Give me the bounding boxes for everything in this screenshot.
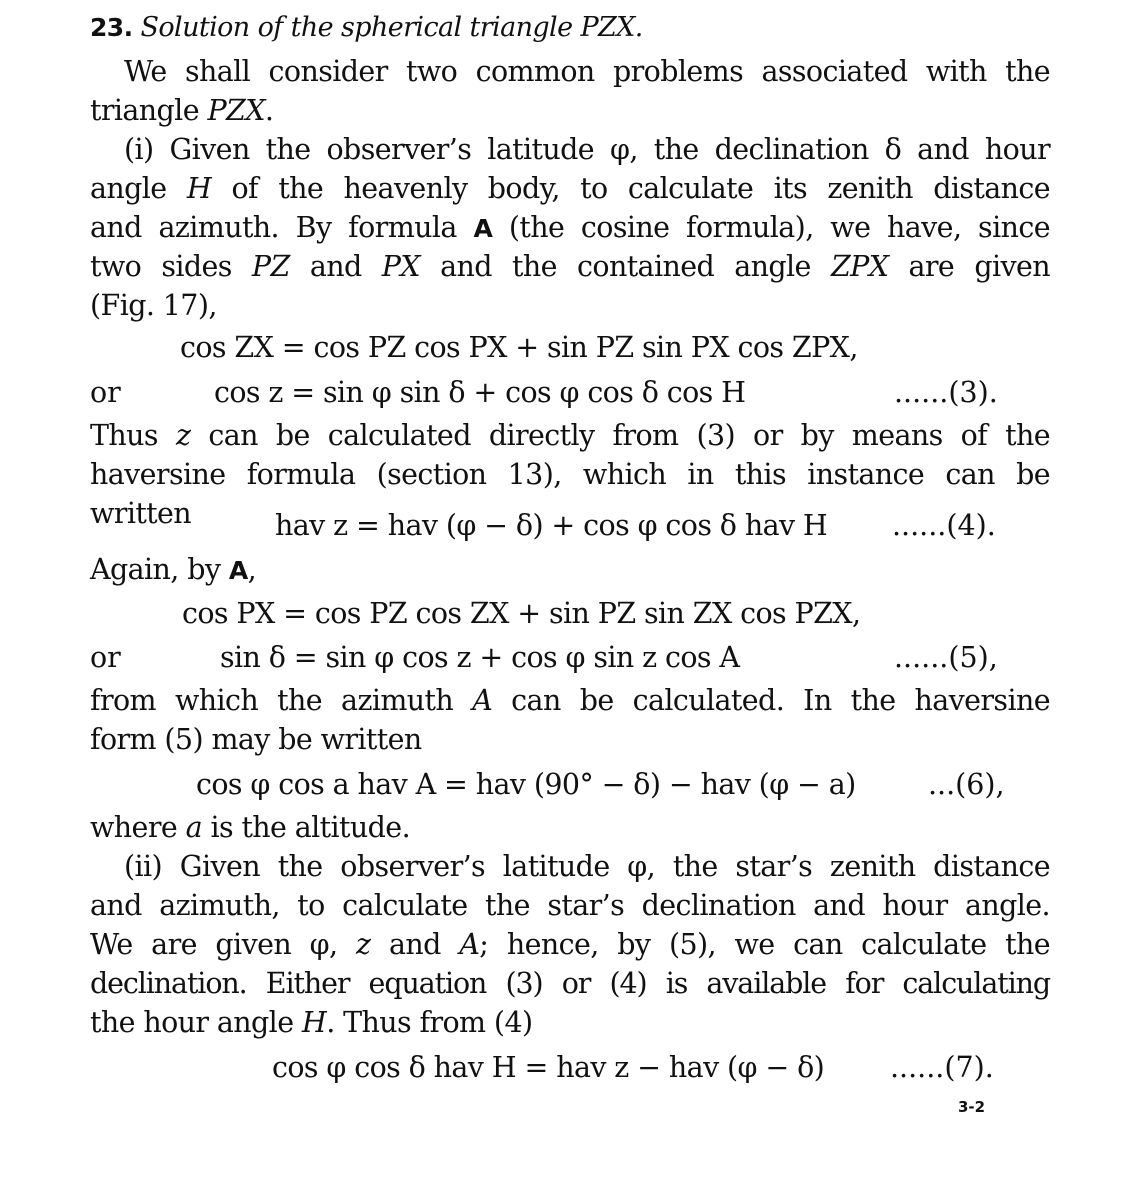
paragraph-line <box>90 208 1050 249</box>
text: can be calculated. In the haversine <box>492 684 1050 717</box>
equation-6: cos φ cos a hav A = hav (90° − δ) − hav (φ − a) <box>196 768 856 801</box>
paragraph-line <box>90 925 1050 965</box>
paragraph-line <box>124 130 1050 170</box>
formula-ref: A <box>228 556 248 585</box>
text: and <box>370 928 460 961</box>
paragraph-line <box>90 720 1050 760</box>
text: . <box>264 94 274 127</box>
paragraph-line <box>90 808 1050 848</box>
text: declination. Either equation (3) or (4) is available for calculating <box>90 967 1050 1000</box>
or-label: or <box>90 641 121 674</box>
text: (the cosine formula), we have, since <box>492 211 1050 244</box>
paragraph-line <box>90 1003 1050 1043</box>
equation-number-6: ...(6), <box>928 768 1005 801</box>
equation-cosine-rule-1: cos ZX = cos PZ cos PX + sin PZ sin PX cos ZPX, <box>180 331 858 364</box>
text: and the contained angle <box>420 250 831 283</box>
text: (i) Given the observer’s latitude φ, the declination δ and hour <box>124 133 1050 166</box>
equation-number-4: ......(4). <box>892 509 996 542</box>
equation-number-7: ......(7). <box>890 1051 994 1084</box>
math-var: PZX <box>207 94 265 127</box>
equation-3: cos z = sin φ sin δ + cos φ cos δ cos H <box>214 376 746 409</box>
math-var: PX <box>381 250 421 283</box>
text: the hour angle <box>90 1006 302 1039</box>
paragraph-line <box>90 247 1050 287</box>
text: (ii) Given the observer’s latitude φ, the star’s zenith distance <box>124 850 1050 883</box>
math-var: a <box>185 811 202 844</box>
math-var: ZPX <box>830 250 889 283</box>
math-var: z <box>356 928 371 961</box>
paragraph-line <box>124 52 1050 92</box>
equation-7: cos φ cos δ hav H = hav z − hav (φ − δ) <box>272 1051 825 1084</box>
paragraph-line <box>90 286 1050 326</box>
formula-ref: A <box>473 214 493 243</box>
text: triangle <box>90 94 208 127</box>
text: can be calculated directly from (3) or by means of the <box>190 419 1051 452</box>
text: form (5) may be written <box>90 723 422 756</box>
paragraph-line <box>90 550 1050 591</box>
equation-5: sin δ = sin φ cos z + cos φ sin z cos A <box>220 641 740 674</box>
text: written <box>90 497 192 530</box>
text: are given <box>888 250 1050 283</box>
text: We are given φ, <box>90 928 356 961</box>
section-title: Solution of the spherical triangle PZX. <box>140 12 643 43</box>
paragraph-line <box>90 886 1050 926</box>
paragraph-line <box>124 847 1050 887</box>
text: where <box>90 811 186 844</box>
paragraph-line <box>90 681 1050 721</box>
text: Thus <box>90 419 176 452</box>
paragraph-line <box>90 964 1050 1004</box>
equation-number-5: ......(5), <box>894 641 998 674</box>
paragraph-line <box>90 91 1050 131</box>
text: haversine formula (section 13), which in this instance can be <box>90 458 1050 491</box>
math-var: A <box>459 928 480 961</box>
text: from which the azimuth <box>90 684 473 717</box>
signature-mark: 3-2 <box>958 1098 986 1116</box>
equation-4: hav z = hav (φ − δ) + cos φ cos δ hav H <box>275 509 828 542</box>
text: We shall consider two common problems associated with the <box>124 55 1050 88</box>
equation-number-3: ......(3). <box>894 376 998 409</box>
text: (Fig. 17), <box>90 289 217 322</box>
math-var: H <box>186 172 212 205</box>
text: ; hence, by (5), we can calculate the <box>479 928 1050 961</box>
text: , <box>247 553 257 586</box>
math-var: A <box>472 684 493 717</box>
paragraph-line <box>90 416 1050 456</box>
text: and <box>289 250 382 283</box>
text: Again, by <box>90 553 229 586</box>
text: two sides <box>90 250 252 283</box>
paragraph-line <box>90 494 191 534</box>
equation-cosine-rule-2: cos PX = cos PZ cos ZX + sin PZ sin ZX cos PZX, <box>182 597 861 630</box>
math-var: z <box>175 419 191 452</box>
text: and azimuth, to calculate the star’s declination and hour angle. <box>90 889 1050 922</box>
section-number: 23. <box>90 13 133 42</box>
paragraph-line <box>90 169 1050 209</box>
text: and azimuth. By formula <box>90 211 474 244</box>
text: angle <box>90 172 187 205</box>
text: is the altitude. <box>201 811 411 844</box>
text: of the heavenly body, to calculate its zenith distance <box>211 172 1051 205</box>
section-heading <box>90 8 1050 48</box>
math-var: H <box>301 1006 327 1039</box>
paragraph-line <box>90 455 1050 495</box>
text: . Thus from (4) <box>326 1006 533 1039</box>
or-label: or <box>90 376 121 409</box>
math-var: PZ <box>251 250 290 283</box>
